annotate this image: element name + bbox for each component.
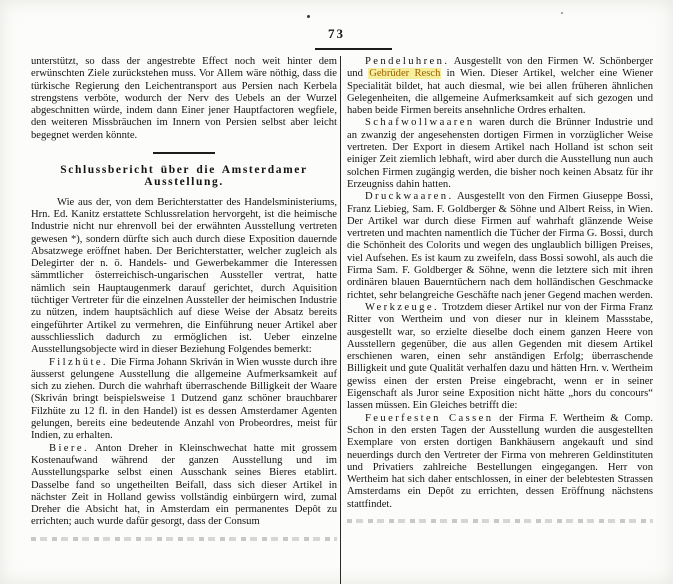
paragraph-druckwaaren — [347, 191, 653, 302]
right-column — [347, 56, 653, 584]
paragraph-pendeluhren — [347, 56, 653, 117]
biere-text: Anton Dreher in Kleinschwechat hatte mit grossem Kostenaufwand während der ganzen Ausstellung und im Ausstellungsparke selbst einen Ausschank seines Bieres etablirt. Dasselbe fand so ungetheilten Beifall, dass sich dieser Artikel in nächster Zeit in Holland gewiss vollständig einbürgern wird, zumal Dreher die Absicht hat, in Amsterdam ein permanentes Depôt zu errichten; auch wurde dafür gesorgt, dass der Consum — [31, 442, 337, 528]
paragraph-intro: Wie aus der, von dem Berichterstatter des Handelsministeriums, Hrn. Ed. Kanitz erstattete Schlussrelation hervorgeht, ist die heimische Industrie nicht nur ehrenvoll bei der erwähnten Ausstellung vertreten gewesen *), sondern dürfte sich auch durch diese Exposition dauernde Absatzwege eröffnet haben. Der Berichterstatter, welcher zugleich als Delegirter der n. ö. Handels- und Gewerbekammer die Interessen sämmtlicher österreichisch-ungarischen Aussteller vertrat, hatte nämlich sein Hauptaugenmerk darauf gerichtet, durch Aquisition tüchtiger Vertreter für die einzelnen Aussteller der heimischen Industrie zu nützen, indem hauptsächlich auf diese Weise der Absatz bereits eingeführter Artikel zu vermehren, die Einführung neuer Artikel aber ausschliesslich dadurch zu ermöglichen ist. Ueber einzelne Ausstellungsobjecte wird in dieser Beziehung Folgendes bemerkt: — [31, 196, 337, 356]
paragraph-biere — [31, 443, 337, 529]
paragraph-filzhuete — [31, 357, 337, 443]
search-highlight-gebrueder-resch: Gebrüder Resch — [369, 68, 441, 80]
section-divider-rule — [153, 152, 215, 154]
scan-speck — [561, 12, 563, 14]
pendeluhren-lead-word: Pendeluhren. — [365, 56, 450, 67]
scan-speck — [307, 15, 310, 18]
section-divider-wrap — [31, 142, 337, 164]
column-divider-rule — [340, 56, 341, 584]
werkzeuge-text: Trotzdem dieser Artikel nur von der Firma Franz Ritter von Wertheim und von dieser nur in kleinem Massstabe, ausgestellt war, so erzielte dieselbe doch einem ganzen Heere von Ausstellern gegenüber, die aus allen Gegenden mit diesem Artikel erschienen waren, einen sehr anständigen Erfolg; überraschende Billigkeit und gute Qualität verhalfen dazu und hätten Hrn. v. Wertheim gewiss einen der ersten Preise eingebracht, wenn er in seiner Eigenschaft als Juror seine Exposition nicht hätte „hors du concours“ lassen müssen. Ein Gleiches betrifft die: — [347, 301, 653, 412]
paragraph-feuerfeste-cassen — [347, 413, 653, 511]
filzhuete-text: Die Firma Johann Skriván in Wien wusste durch ihre äusserst gelungene Ausstellung die allgemeine Aufmerksamkeit auf sich zu ziehen. Durch die wahrhaft überraschende Billigkeit der Waare (Skriván bringt beispielsweise 1 Dutzend ganz schöner brauchbarer Filzhüte zu 12 fl. in den Handel) ist es dessen Amsterdamer Agenten gelungen, bereits eine bedeutende Anzahl von Probeordres, meist für Indien, zu erhalten. — [31, 356, 337, 442]
page-number-rule — [315, 48, 392, 50]
schafwollwaaren-lead-word: Schafwollwaaren — [365, 117, 475, 129]
section-heading: Schlussbericht über die Amsterdamer Ausstellung. — [60, 164, 308, 189]
left-column — [31, 56, 337, 584]
paragraph-werkzeuge — [347, 302, 653, 413]
filzhuete-lead-word: Filzhüte. — [49, 356, 108, 368]
pendeluhren-text-pre: Ausgestellt von den Firmen W. Schönberger und — [347, 56, 653, 80]
pendeluhren-text-post: in Wien. Dieser Artikel, welcher eine Wiener Specialität bildet, hat auch diesmal, wie bei allen früheren ähnlichen Gelegenheiten, die allgemeine Aufmerksamkeit auf sich gezogen und haben beide Firmen bereits ansehnliche Ordres erhalten. — [347, 68, 653, 117]
biere-lead-word: Biere. — [49, 442, 89, 454]
page-number: 73 — [328, 26, 345, 41]
clipped-line-fragment — [347, 519, 653, 523]
paragraph-persien-continuation: unterstützt, so dass der angestrebte Effect noch weit hinter dem erwünschten Ziele zurückstehen muss. Vor Allem wäre nöthig, dass die türkische Regierung den Leichentransport aus Persien nach Kerbela strengstens verböte, wodurch der Nerv des Uebels an der Wurzel abgeschnitten würde, indem dann Einer jener Hauptfactoren wegfiele, den weiteren Missbräuchen im Innern von Persien selbst aber leicht begegnet werden könnte. — [31, 56, 337, 141]
werkzeuge-lead-word: Werkzeuge. — [365, 301, 440, 313]
schafwollwaaren-text: waren durch die Brünner Industrie und an zwanzig der angesehensten dortigen Firmen in vorzüglicher Weise vertreten. Der Export in diesem Artikel nach Holland ist schon seit einiger Zeit ziemlich lebhaft, wird aber durch die Ausstellung nun auch solchen Firmen zugängig werden, die bisher noch keinen Absatz für ihr Erzeugniss dahin hatten. — [347, 117, 653, 190]
clipped-line-fragment — [31, 537, 337, 541]
paragraph-schafwollwaaren — [347, 117, 653, 191]
feuerfeste-cassen-text: der Firma F. Wertheim & Comp. Schon in den ersten Tagen der Ausstellung wurden die ausgestellten Exemplare von ersten dortigen Bankhäusern angekauft und sind neuerdings durch den Vertreter der Firma von mehreren Geldinstituten und Privatiers zahlreiche Bestellungen eingegangen. Herr von Wertheim hat sich daher entschlossen, in einer der belebtesten Strassen Amsterdams ein Depôt zu errichten, dessen Eröffnung nächstens stattfindet. — [347, 412, 653, 510]
feuerfeste-cassen-lead-word: Feuerfesten Cassen — [365, 412, 494, 424]
druckwaaren-lead-word: Druckwaaren. — [365, 191, 454, 203]
druckwaaren-text: Ausgestellt von den Firmen Giuseppe Bossi, Franz Liebieg, Sam. F. Goldberger & Söhne und Albert Reiss, in Wien. Der Artikel war durch diese Firmen auf wahrhaft glänzende Weise vertreten und machten namentlich die Tücher der Firma G. Bossi, durch die Schönheit des Colorits und wegen des unglaublich billigen Preises, viel Aufsehen. Es ist kaum zu zweifeln, dass Bossi sowohl, als auch die Firma Sam. F. Goldberger & Söhne, wenn die letztere sich mit ihren ordinären blauen Bauerntüchern nach dem holländischen Geschmacke richtet, sehr belangreiche Geschäfte nach jener Gegend machen werden. — [347, 191, 653, 301]
